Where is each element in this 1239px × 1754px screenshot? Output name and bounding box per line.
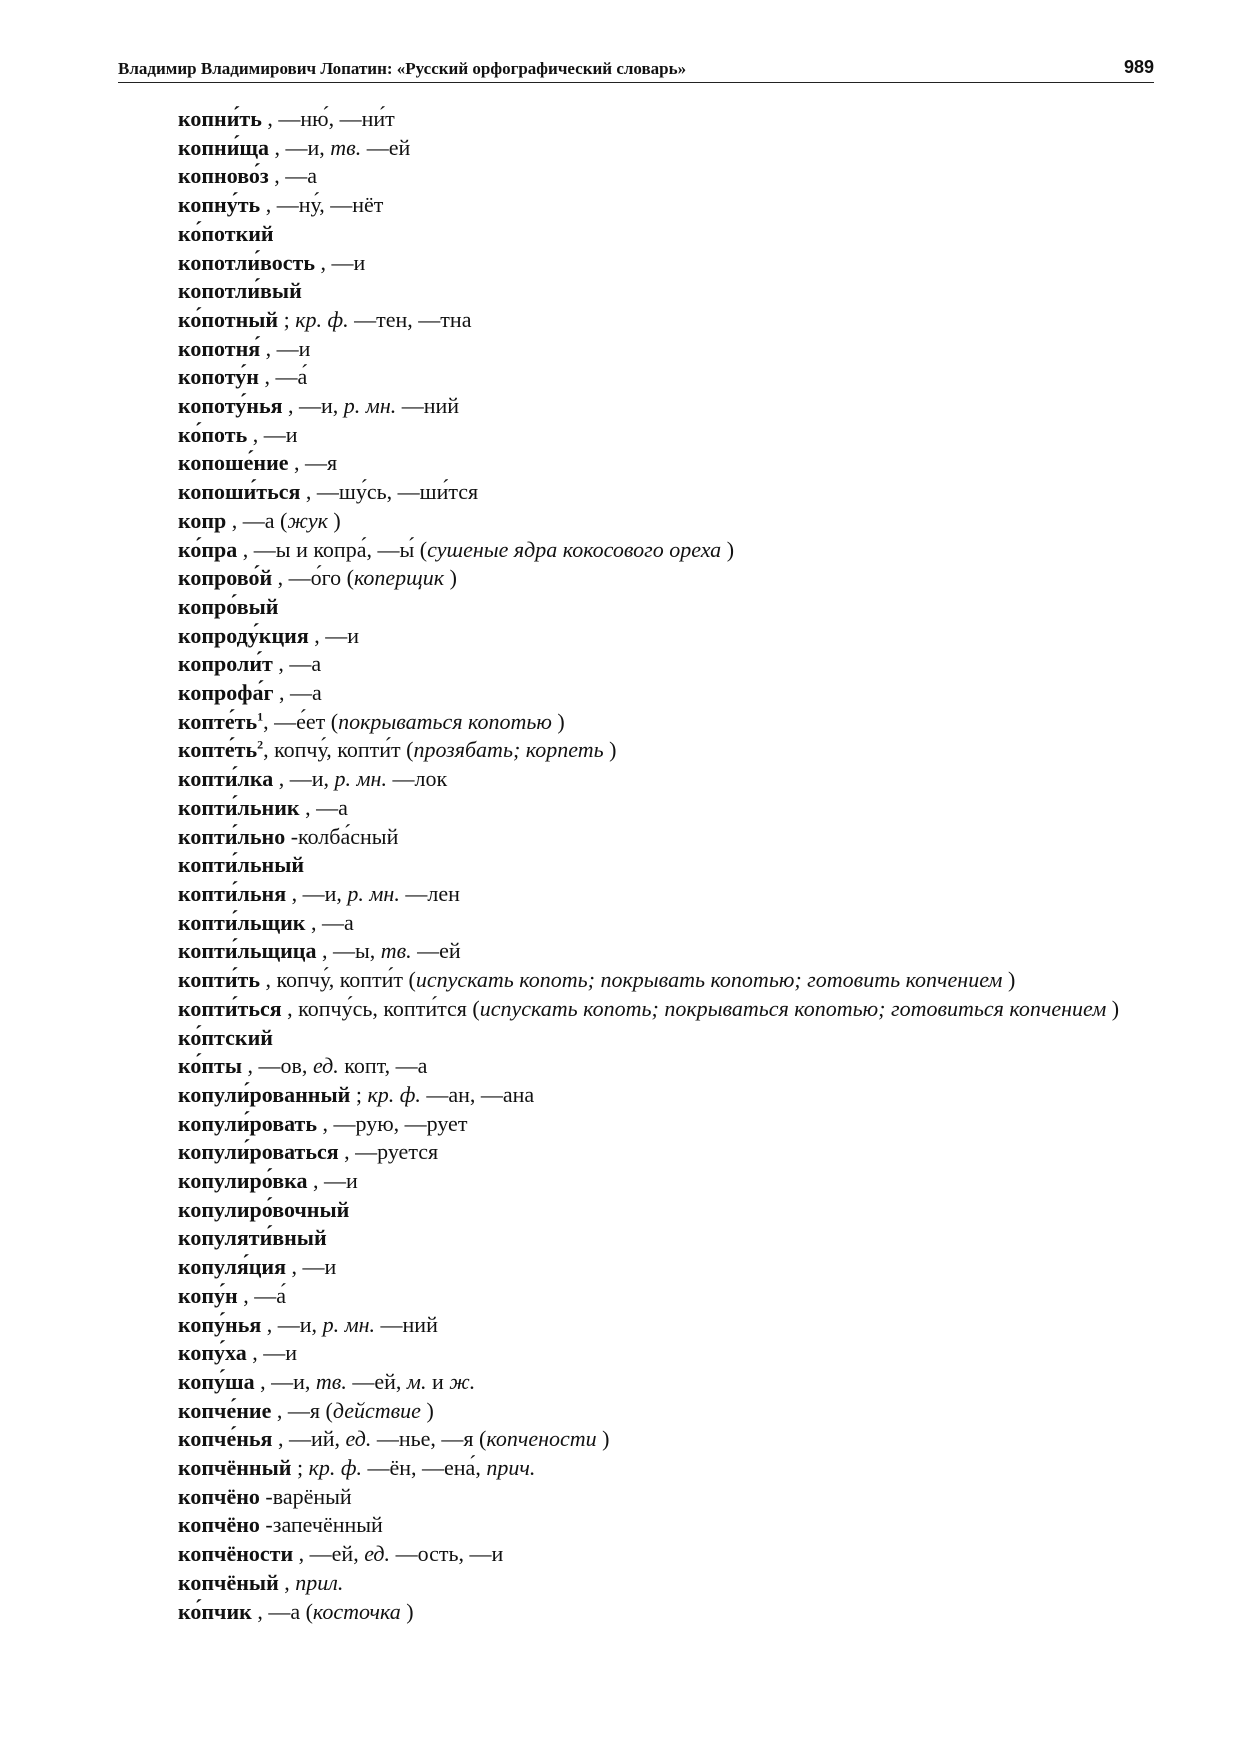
headword: ко́пты <box>178 1053 243 1079</box>
dictionary-entry <box>118 162 1154 191</box>
dictionary-entry <box>118 1569 1154 1598</box>
dictionary-entry <box>118 1540 1154 1569</box>
headword: копули́роваться <box>178 1139 339 1165</box>
grammar-note: прич. <box>486 1455 536 1481</box>
headword: копти́льник <box>178 794 300 820</box>
dictionary-entry <box>118 191 1154 220</box>
entry-text: ) <box>420 1397 434 1423</box>
headword: копуляти́вный <box>178 1225 327 1251</box>
grammar-note: р. мн. <box>347 880 400 906</box>
grammar-note: р. мн. <box>334 766 387 792</box>
dictionary-entry <box>118 1339 1154 1368</box>
entry-text: ) <box>721 536 735 562</box>
entry-text: , —и, <box>261 1311 323 1337</box>
dictionary-entry <box>118 622 1154 651</box>
grammar-note: копчености <box>486 1426 597 1452</box>
dictionary-entry <box>118 1253 1154 1282</box>
entry-text: копт, —а <box>338 1053 428 1079</box>
dictionary-entry <box>118 1368 1154 1397</box>
entry-text: , —шу́сь, —ши́тся <box>300 479 479 505</box>
entry-text: , —и <box>247 421 298 447</box>
entry-text: , —а <box>268 163 318 189</box>
grammar-note: кр. ф. <box>295 306 349 332</box>
grammar-note: коперщик <box>353 565 445 591</box>
dictionary-entry <box>118 1511 1154 1540</box>
headword: ко́птский <box>178 1024 273 1050</box>
entry-text: —ей, <box>346 1368 407 1394</box>
headword: копти́льный <box>178 852 305 878</box>
entry-text: —ён, —ена́, <box>361 1455 487 1481</box>
entry-text: , —а ( <box>226 507 288 533</box>
headword: ко́поть <box>178 421 248 447</box>
dictionary-entry <box>118 909 1154 938</box>
headword: копотня́ <box>178 335 261 361</box>
headword: копулиро́вка <box>178 1168 308 1194</box>
dictionary-entry <box>118 220 1154 249</box>
headword: копу́ха <box>178 1340 247 1366</box>
grammar-note: действие <box>332 1397 421 1423</box>
dictionary-entry <box>118 1425 1154 1454</box>
dictionary-entry <box>118 105 1154 134</box>
headword: копулиро́вочный <box>178 1196 350 1222</box>
page-header <box>118 56 1154 83</box>
dictionary-entry <box>118 1483 1154 1512</box>
headword: копоту́нья <box>178 393 283 419</box>
entry-text: , —рую, —рует <box>316 1110 468 1136</box>
entry-text: -колба́сный <box>285 823 399 849</box>
headword: копчёно <box>178 1483 260 1509</box>
entry-text: ) <box>400 1598 414 1624</box>
headword: копни́ща <box>178 134 269 160</box>
homonym-index: 1 <box>257 709 264 724</box>
grammar-note: косточка <box>312 1598 401 1624</box>
headword: копте́ть <box>178 708 258 734</box>
headword: копуля́ция <box>178 1254 287 1280</box>
entry-text: , —ей, <box>293 1541 365 1567</box>
dictionary-entry <box>118 1598 1154 1627</box>
dictionary-entry <box>118 593 1154 622</box>
grammar-note: тв. <box>380 938 412 964</box>
dictionary-entry <box>118 1138 1154 1167</box>
page-number: 989 <box>1123 57 1154 77</box>
headword: копчённый <box>178 1455 292 1481</box>
dictionary-entries <box>118 105 1154 1626</box>
entry-text: , —и <box>314 249 366 275</box>
entry-text: , —и <box>246 1340 298 1366</box>
entry-text: ) <box>596 1426 610 1452</box>
headword: копрофа́г <box>178 680 274 706</box>
dictionary-entry <box>118 306 1154 335</box>
entry-text: , —ню́, —ни́т <box>261 106 395 131</box>
headword: копти́льно <box>178 823 286 849</box>
headword: копти́ться <box>178 995 282 1021</box>
dictionary-entry <box>118 937 1154 966</box>
entry-text: , копчу́сь, копти́тся ( <box>281 995 480 1021</box>
grammar-note: р. мн. <box>322 1311 376 1337</box>
entry-text: ) <box>603 737 617 763</box>
entry-text: —нье, —я ( <box>371 1426 487 1452</box>
headword: копну́ть <box>178 192 261 218</box>
grammar-note: испускать копоть; покрывать копотью; готовить копчением <box>415 967 1003 993</box>
entry-text: , —а <box>299 794 348 820</box>
entry-text: ) <box>1106 995 1120 1021</box>
entry-text: ) <box>1002 967 1016 993</box>
dictionary-entry <box>118 564 1154 593</box>
entry-text: , —е́ет ( <box>263 708 339 734</box>
entry-text: —ний <box>375 1311 438 1337</box>
dictionary-entry <box>118 507 1154 536</box>
entry-text: , —а <box>272 651 322 677</box>
grammar-note: тв. <box>330 134 362 160</box>
dictionary-entry <box>118 1454 1154 1483</box>
dictionary-entry <box>118 823 1154 852</box>
dictionary-entry <box>118 392 1154 421</box>
dictionary-entry <box>118 736 1154 765</box>
entry-text: , —я ( <box>271 1397 333 1423</box>
headword: копроли́т <box>178 651 273 677</box>
grammar-note: ед. <box>312 1053 339 1079</box>
entry-text: , —и <box>308 622 360 648</box>
entry-text: , —и, <box>254 1368 316 1394</box>
headword: копти́льщица <box>178 938 317 964</box>
grammar-note: кр. ф. <box>308 1455 362 1481</box>
headword: копули́ровать <box>178 1110 317 1136</box>
grammar-note: м. <box>406 1368 427 1394</box>
entry-text: , —ну́, —нёт <box>260 192 384 218</box>
grammar-note: жук <box>287 507 328 533</box>
dictionary-entry <box>118 1110 1154 1139</box>
headword: копти́лка <box>178 766 274 792</box>
dictionary-entry <box>118 1052 1154 1081</box>
entry-text: , —а <box>273 680 322 706</box>
entry-text: , —а́ <box>258 364 308 390</box>
headword: копу́нья <box>178 1311 262 1337</box>
headword: копоши́ться <box>178 479 301 505</box>
dictionary-entry <box>118 277 1154 306</box>
headword: копте́ть <box>178 737 258 763</box>
dictionary-entry <box>118 851 1154 880</box>
entry-text: , —и <box>307 1168 358 1194</box>
dictionary-entry <box>118 335 1154 364</box>
entry-text: , —ов, <box>242 1053 313 1079</box>
dictionary-entry <box>118 794 1154 823</box>
headword: копоту́н <box>178 364 259 390</box>
entry-text: ) <box>551 708 565 734</box>
entry-text: -варёный <box>259 1483 352 1509</box>
entry-text: -запечённый <box>259 1512 383 1538</box>
headword: копчёно <box>178 1512 260 1538</box>
headword: копти́льщик <box>178 909 306 935</box>
headword: копново́з <box>178 163 269 189</box>
entry-text: , —ий, <box>272 1426 346 1452</box>
grammar-note: ед. <box>364 1541 391 1567</box>
entry-text: , —и, <box>273 766 335 792</box>
dictionary-entry <box>118 1311 1154 1340</box>
grammar-note: сушеные ядра кокосового ореха <box>427 536 722 562</box>
headword: копти́льня <box>178 880 287 906</box>
entry-text: , копчу́, копти́т ( <box>259 967 416 993</box>
entry-text: , копчу́, копти́т ( <box>263 737 414 763</box>
dictionary-entry <box>118 134 1154 163</box>
grammar-note: ед. <box>345 1426 372 1452</box>
entry-text: , —а ( <box>251 1598 313 1624</box>
headword: копули́рованный <box>178 1081 351 1107</box>
dictionary-entry <box>118 478 1154 507</box>
dictionary-entry <box>118 708 1154 737</box>
headword: копче́нья <box>178 1426 273 1452</box>
dictionary-entry <box>118 1282 1154 1311</box>
headword: ко́пра <box>178 536 238 562</box>
headword: копче́ние <box>178 1397 272 1423</box>
headword: ко́поткий <box>178 220 274 246</box>
entry-text: , —руется <box>338 1139 439 1165</box>
headword: копни́ть <box>178 106 262 131</box>
grammar-note: ж. <box>449 1368 476 1394</box>
dictionary-entry <box>118 765 1154 794</box>
entry-text: —ний <box>396 393 460 419</box>
dictionary-entry <box>118 1024 1154 1053</box>
dictionary-entry <box>118 1224 1154 1253</box>
dictionary-entry <box>118 1081 1154 1110</box>
grammar-note: р. мн. <box>343 393 397 419</box>
entry-text: , —ы, <box>316 938 381 964</box>
entry-text: , —и, <box>282 393 344 419</box>
dictionary-entry <box>118 363 1154 392</box>
headword: копчёный <box>178 1569 279 1595</box>
entry-text: —ость, —и <box>390 1541 504 1567</box>
headword: копти́ть <box>178 967 260 993</box>
headword: копрово́й <box>178 565 273 591</box>
dictionary-entry <box>118 880 1154 909</box>
entry-text: —лок <box>386 766 448 792</box>
entry-text: ; <box>278 306 296 332</box>
grammar-note: прозябать; корпеть <box>413 737 604 763</box>
headword: копчёности <box>178 1541 294 1567</box>
headword: копу́ша <box>178 1368 255 1394</box>
entry-text: , <box>278 1569 296 1595</box>
entry-text: , —я <box>288 450 338 476</box>
headword: ко́потный <box>178 306 279 332</box>
entry-text: , —а́ <box>237 1282 287 1308</box>
entry-text: —ей <box>361 134 411 160</box>
entry-text: , —ы и копра́, —ы́ ( <box>237 536 428 562</box>
grammar-note: прил. <box>295 1569 344 1595</box>
homonym-index: 2 <box>257 738 264 753</box>
dictionary-entry <box>118 1397 1154 1426</box>
dictionary-entry <box>118 650 1154 679</box>
entry-text: —ей <box>411 938 461 964</box>
headword: копотли́вый <box>178 278 302 304</box>
headword: копр <box>178 507 227 533</box>
grammar-note: испускать копоть; покрываться копотью; готовиться копчением <box>479 995 1107 1021</box>
entry-text: —тен, —тна <box>348 306 472 332</box>
grammar-note: кр. ф. <box>367 1081 421 1107</box>
entry-text: и <box>426 1368 450 1394</box>
headword: копу́н <box>178 1282 238 1308</box>
entry-text: —лен <box>399 880 460 906</box>
dictionary-entry <box>118 249 1154 278</box>
headword: ко́пчик <box>178 1598 252 1624</box>
headword: копоше́ние <box>178 450 289 476</box>
entry-text: ; <box>350 1081 368 1107</box>
entry-text: ) <box>444 565 457 591</box>
entry-text: , —о́го ( <box>272 565 354 591</box>
entry-text: , —а <box>305 909 354 935</box>
entry-text: —ан, —ана <box>420 1081 535 1107</box>
headword: копроду́кция <box>178 622 309 648</box>
dictionary-entry <box>118 1196 1154 1225</box>
grammar-note: тв. <box>315 1368 347 1394</box>
dictionary-entry <box>118 449 1154 478</box>
entry-text: ; <box>291 1455 309 1481</box>
dictionary-entry <box>118 421 1154 450</box>
dictionary-entry <box>118 966 1154 995</box>
dictionary-entry <box>118 995 1154 1024</box>
entry-text: ) <box>327 507 341 533</box>
grammar-note: покрываться копотью <box>338 708 552 734</box>
dictionary-entry <box>118 679 1154 708</box>
running-title: Владимир Владимирович Лопатин: «Русский орфографический словарь» <box>118 59 687 78</box>
entry-text: , —и, <box>286 880 348 906</box>
entry-text: , —и <box>260 335 311 361</box>
entry-text: , —и, <box>269 134 331 160</box>
headword: копотли́вость <box>178 249 315 275</box>
dictionary-entry <box>118 536 1154 565</box>
dictionary-entry <box>118 1167 1154 1196</box>
entry-text: , —и <box>286 1254 337 1280</box>
headword: копро́вый <box>178 593 279 619</box>
